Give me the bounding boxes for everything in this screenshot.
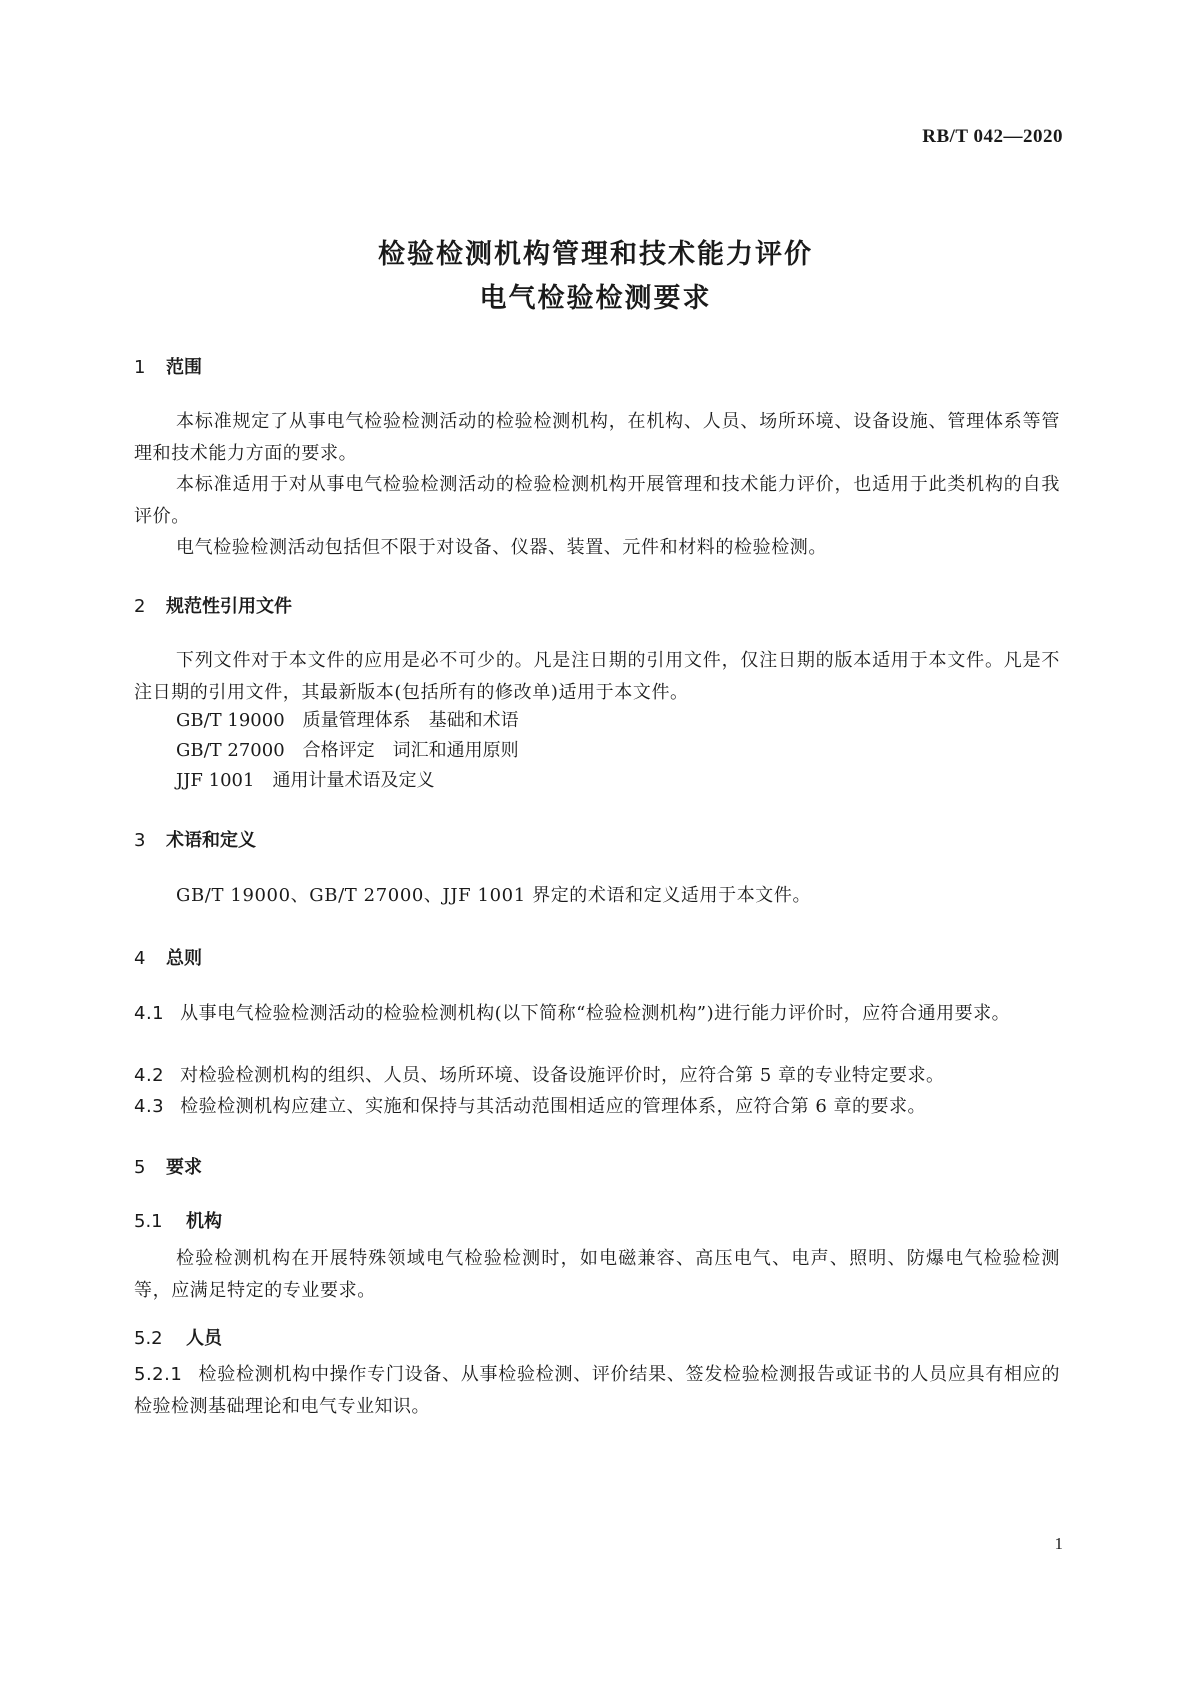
clause-number: 4.3 bbox=[134, 1096, 165, 1117]
section-number: 4 bbox=[134, 948, 146, 969]
clause-text: 检验检测机构中操作专门设备、从事检验检测、评价结果、签发检验检测报告或证书的人员应具有相应的检验检测基础理论和电气专业知识。 bbox=[134, 1364, 1060, 1417]
section-2-heading bbox=[134, 592, 292, 618]
subsection-title: 机构 bbox=[186, 1211, 222, 1232]
section-title: 总则 bbox=[166, 948, 202, 969]
section-3-heading bbox=[134, 826, 256, 852]
reference-item: GB/T 27000 合格评定 词汇和通用原则 bbox=[176, 740, 519, 761]
subsection-5-2-heading bbox=[134, 1324, 222, 1350]
section-number: 2 bbox=[134, 596, 146, 617]
section-3-paragraph-1: GB/T 19000、GB/T 27000、JJF 1001 界定的术语和定义适用于本文件。 bbox=[176, 885, 812, 906]
clause-5-2-1 bbox=[134, 1359, 1060, 1423]
subsection-number: 5.1 bbox=[134, 1211, 163, 1232]
subsection-5-1-paragraph: 检验检测机构在开展特殊领域电气检验检测时，如电磁兼容、高压电气、电声、照明、防爆电气检验检测等，应满足特定的专业要求。 bbox=[134, 1248, 1060, 1301]
subsection-number: 5.2 bbox=[134, 1328, 163, 1349]
document-title-line-1: 检验检测机构管理和技术能力评价 bbox=[378, 239, 813, 270]
section-title: 规范性引用文件 bbox=[166, 596, 292, 617]
section-number: 1 bbox=[134, 357, 146, 378]
subsection-title: 人员 bbox=[186, 1328, 222, 1349]
section-title: 术语和定义 bbox=[166, 830, 256, 851]
section-1-heading bbox=[134, 353, 202, 379]
clause-text: 检验检测机构应建立、实施和保持与其活动范围相适应的管理体系，应符合第 6 章的要求。 bbox=[180, 1096, 927, 1117]
section-1-paragraph-3: 电气检验检测活动包括但不限于对设备、仪器、装置、元件和材料的检验检测。 bbox=[176, 537, 827, 558]
reference-item: GB/T 19000 质量管理体系 基础和术语 bbox=[176, 710, 519, 731]
section-4-heading bbox=[134, 944, 202, 970]
subsection-5-1-heading bbox=[134, 1207, 222, 1233]
clause-number: 4.1 bbox=[134, 1003, 165, 1024]
section-title: 要求 bbox=[166, 1157, 202, 1178]
section-title: 范围 bbox=[166, 357, 202, 378]
clause-number: 5.2.1 bbox=[134, 1364, 183, 1385]
section-1-paragraph-1: 本标准规定了从事电气检验检测活动的检验检测机构，在机构、人员、场所环境、设备设施、管理体系等管理和技术能力方面的要求。 bbox=[134, 411, 1060, 464]
document-title-line-2: 电气检验检测要求 bbox=[479, 283, 712, 314]
reference-item: JJF 1001 通用计量术语及定义 bbox=[176, 770, 435, 791]
section-number: 3 bbox=[134, 830, 146, 851]
clause-4-2 bbox=[134, 1060, 1060, 1092]
clause-4-3 bbox=[134, 1091, 1060, 1123]
clause-4-1 bbox=[134, 998, 1060, 1030]
clause-text: 对检验检测机构的组织、人员、场所环境、设备设施评价时，应符合第 5 章的专业特定要求。 bbox=[180, 1065, 945, 1086]
section-2-paragraph-1: 下列文件对于本文件的应用是必不可少的。凡是注日期的引用文件，仅注日期的版本适用于本文件。凡是不注日期的引用文件，其最新版本(包括所有的修改单)适用于本文件。 bbox=[134, 650, 1060, 703]
clause-text: 从事电气检验检测活动的检验检测机构(以下简称“检验检测机构”)进行能力评价时，应符合通用要求。 bbox=[180, 1003, 1011, 1024]
clause-number: 4.2 bbox=[134, 1065, 165, 1086]
section-1-paragraph-2: 本标准适用于对从事电气检验检测活动的检验检测机构开展管理和技术能力评价，也适用于此类机构的自我评价。 bbox=[134, 474, 1060, 527]
section-5-heading bbox=[134, 1153, 202, 1179]
page-number: 1 bbox=[1054, 1534, 1063, 1553]
document-code: RB/T 042—2020 bbox=[922, 126, 1063, 147]
section-number: 5 bbox=[134, 1157, 146, 1178]
